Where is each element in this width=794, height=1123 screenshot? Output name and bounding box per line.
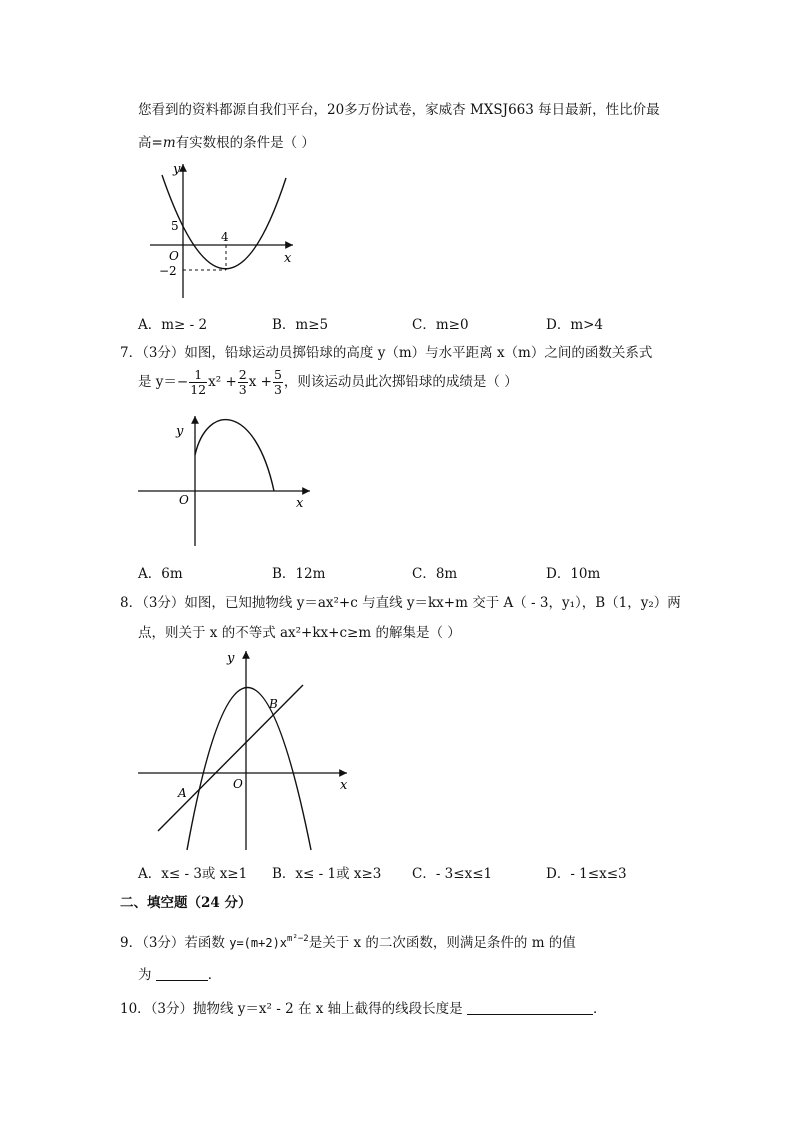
q8-line1: 8．（3分）如图，已知抛物线 y＝ax²+c 与直线 y＝kx+m 交于 A（ - 3，y₁），B（1，y₂）两 bbox=[120, 595, 681, 611]
parabola bbox=[187, 688, 311, 851]
q6-graph bbox=[150, 158, 310, 303]
q9-answer-blank[interactable] bbox=[156, 966, 208, 981]
point-b-label: B bbox=[269, 697, 278, 711]
origin-label: O bbox=[233, 777, 243, 791]
x-label: x bbox=[296, 496, 304, 511]
tick-5: 5 bbox=[171, 219, 179, 233]
q10-line: 10．（3分）抛物线 y＝x² - 2 在 x 轴上截得的线段长度是 ． bbox=[120, 1001, 607, 1017]
x-label: x bbox=[284, 251, 292, 266]
y-label: y bbox=[227, 651, 235, 666]
parabola bbox=[162, 175, 286, 269]
tick-neg2: −2 bbox=[159, 264, 177, 278]
q6-option-c[interactable]: C．m≥0 bbox=[412, 317, 469, 333]
section-heading: 二、填空题（24 分） bbox=[120, 895, 252, 911]
straight-line bbox=[158, 685, 303, 831]
q7-option-d[interactable]: D．10m bbox=[546, 566, 601, 582]
q10-answer-blank[interactable] bbox=[467, 1000, 593, 1015]
q8-option-d[interactable]: D．- 1≤x≤3 bbox=[546, 866, 627, 882]
q8-line2: 点，则关于 x 的不等式 ax²+kx+c≥m 的解集是（ ） bbox=[138, 625, 461, 641]
tick-4: 4 bbox=[221, 230, 229, 244]
q8-graph bbox=[135, 645, 355, 853]
y-label: y bbox=[173, 162, 181, 177]
q6-line1: 您看到的资料都源自我们平台，20多万份试卷，家威杏 MXSJ663 每日最新，性比价最 bbox=[138, 102, 660, 118]
q7-line2: 是 y＝− $\frac{1}{12}$ x² + $\frac{2}{3}$ x + $\frac{5}{3}$ ，则该运动员此次掷铅球的成绩是（ ） bbox=[138, 367, 518, 397]
q7-option-b[interactable]: B．12m bbox=[272, 566, 326, 582]
x-label: x bbox=[340, 778, 348, 793]
q8-option-b[interactable]: B．x≤ - 1或 x≥3 bbox=[272, 866, 382, 882]
q7-graph bbox=[135, 413, 320, 548]
q6-option-a[interactable]: A．m≥ - 2 bbox=[138, 317, 208, 333]
q9-line2: 为 ． bbox=[138, 967, 222, 983]
q6-option-b[interactable]: B．m≥5 bbox=[272, 317, 329, 333]
q6-option-d[interactable]: D．m>4 bbox=[546, 317, 604, 333]
q7-line1: 7．（3分）如图，铅球运动员掷铅球的高度 y（m）与水平距离 x（m）之间的函数关系式 bbox=[120, 345, 653, 361]
q6-line2: 高=m有实数根的条件是（ ） bbox=[138, 135, 315, 151]
origin-label: O bbox=[169, 249, 179, 263]
point-a-label: A bbox=[178, 786, 187, 800]
q7-option-a[interactable]: A．6m bbox=[138, 566, 183, 582]
q8-option-c[interactable]: C．- 3≤x≤1 bbox=[412, 866, 493, 882]
q8-option-a[interactable]: A．x≤ - 3或 x≥1 bbox=[138, 866, 248, 882]
trajectory bbox=[195, 420, 274, 491]
origin-label: O bbox=[179, 493, 189, 507]
y-label: y bbox=[176, 424, 184, 439]
q9-line1: 9．（3分）若函数 $y=(m+2)x^{m^2-2}$是关于 x 的二次函数，则满足条件的 m 的值 bbox=[120, 934, 576, 951]
q7-option-c[interactable]: C．8m bbox=[412, 566, 458, 582]
